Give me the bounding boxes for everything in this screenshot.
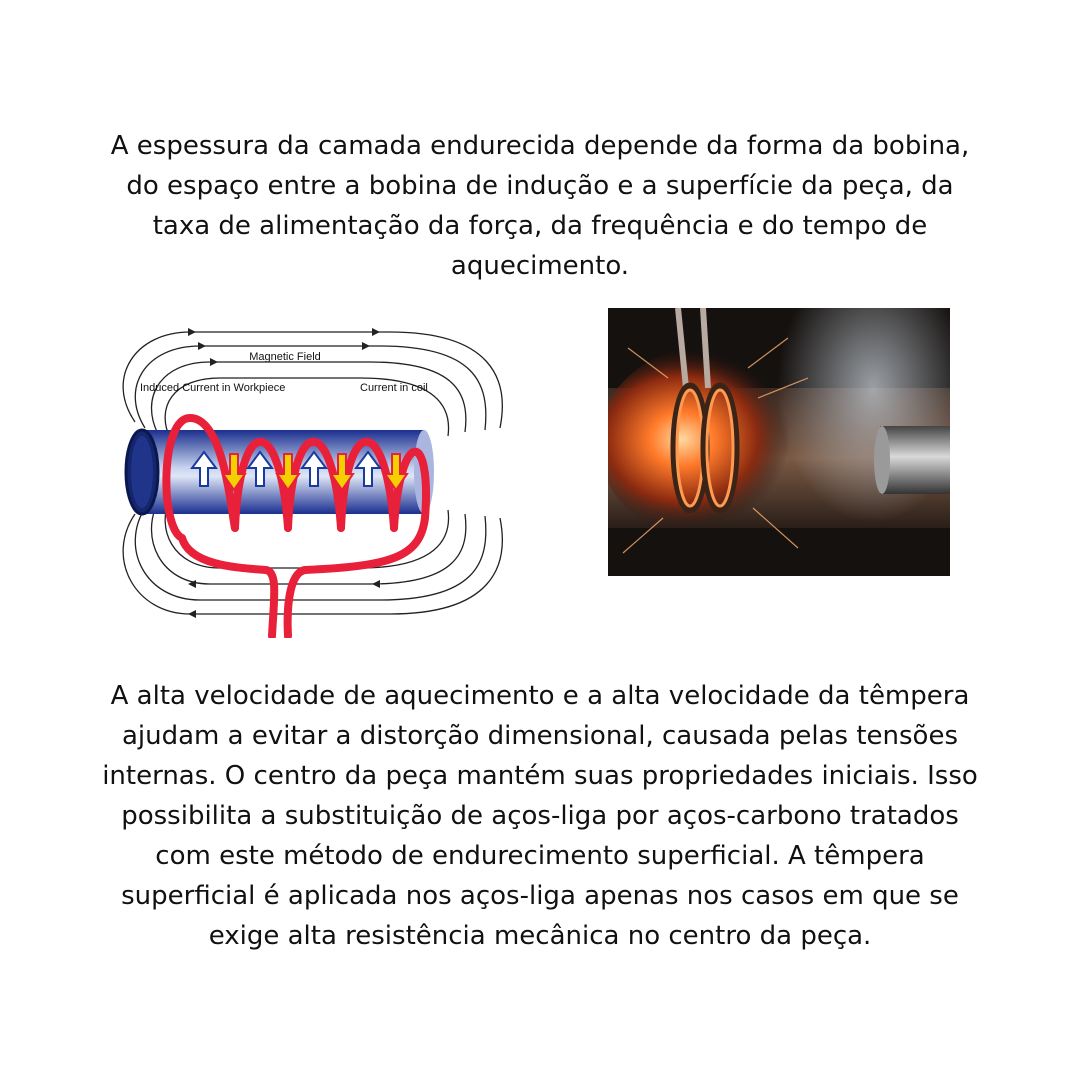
body-line-7: exige alta resistência mecânica no centro da peça.	[208, 921, 872, 951]
intro-line-4: aquecimento.	[450, 251, 630, 281]
coil-current-label: Current in coil	[360, 382, 428, 394]
quench-nozzle	[874, 426, 950, 494]
body-line-5: com este método de endurecimento superficial. A têmpera	[155, 841, 925, 871]
body-line-1: A alta velocidade de aquecimento e a alta velocidade da têmpera	[110, 681, 970, 711]
body-line-3: internas. O centro da peça mantém suas propriedades iniciais. Isso	[102, 761, 978, 791]
intro-paragraph	[40, 126, 1040, 286]
induction-coil-diagram	[60, 318, 510, 638]
intro-line-1: A espessura da camada endurecida depende da forma da bobina,	[110, 131, 970, 161]
magnetic-field-label: Magnetic Field	[249, 351, 321, 363]
body-line-2: ajudam a evitar a distorção dimensional, causada pelas tensões	[121, 721, 959, 751]
induced-current-label: Induced Current in Workpiece	[140, 382, 286, 394]
intro-line-2: do espaço entre a bobina de indução e a superfície da peça, da	[126, 171, 954, 201]
body-line-6: superficial é aplicada nos aços-liga apenas nos casos em que se	[121, 881, 959, 911]
body-paragraph	[40, 676, 1040, 956]
intro-line-3: taxa de alimentação da força, da frequência e do tempo de	[152, 211, 928, 241]
body-line-4: possibilita a substituição de aços-liga por aços-carbono tratados	[121, 801, 959, 831]
induction-hardening-photo	[608, 308, 950, 576]
